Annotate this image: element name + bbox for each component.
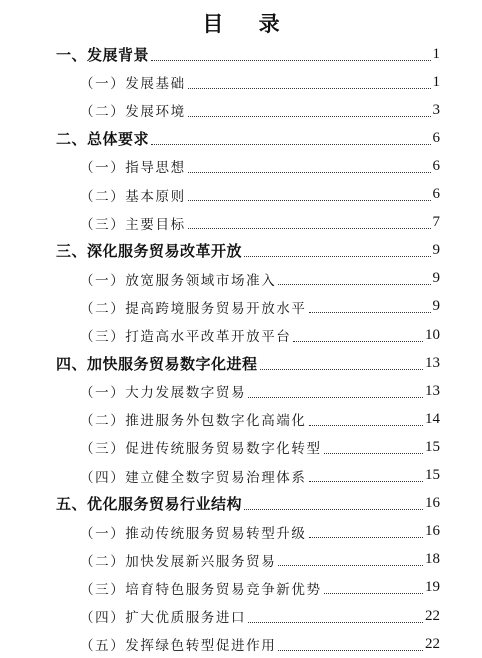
dot-leader: [309, 312, 431, 313]
dot-leader: [248, 622, 423, 623]
dot-leader: [188, 116, 431, 117]
toc-page-number: 15: [425, 438, 440, 455]
toc-entry-label: （四）建立健全数字贸易治理体系: [80, 469, 307, 486]
toc-section-entry[interactable]: [0, 68, 482, 96]
toc-entry-label: （三）主要目标: [80, 216, 186, 233]
toc-entry-label: （一）发展基础: [80, 76, 186, 93]
toc-entry-label: （一）大力发展数字贸易: [80, 385, 247, 402]
toc-entry-label: （二）推进服务外包数字化高端化: [80, 413, 307, 430]
toc-page-number: 13: [425, 382, 440, 399]
toc-section-entry[interactable]: [0, 405, 482, 433]
toc-chapter-entry[interactable]: [0, 490, 482, 518]
toc-entry-label: （三）打造高水平改革开放平台: [80, 329, 292, 345]
dot-leader: [278, 565, 423, 566]
toc-page-number: 14: [425, 410, 440, 427]
toc-page-number: 1: [432, 73, 440, 90]
toc-section-entry[interactable]: [0, 377, 482, 405]
toc-entry-label: 二、总体要求: [56, 129, 150, 148]
toc-chapter-entry[interactable]: [0, 40, 482, 68]
toc-entry-label: （五）发挥绿色转型促进作用: [80, 638, 277, 655]
dot-leader: [188, 172, 431, 173]
toc-section-entry[interactable]: [0, 321, 482, 349]
toc-page-number: 10: [425, 326, 440, 343]
dot-leader: [188, 200, 431, 201]
toc-section-entry[interactable]: [0, 181, 482, 209]
toc-page-number: 3: [432, 101, 440, 118]
toc-section-entry[interactable]: [0, 602, 482, 630]
toc-section-entry[interactable]: [0, 630, 482, 658]
dot-leader: [188, 228, 431, 229]
dot-leader: [309, 537, 424, 538]
dot-leader: [188, 88, 431, 89]
toc-page-number: 13: [425, 354, 440, 371]
toc-section-entry[interactable]: [0, 265, 482, 293]
toc-page-number: 22: [425, 635, 440, 652]
toc-entry-label: （三）促进传统服务贸易数字化转型: [80, 441, 322, 458]
dot-leader: [278, 650, 423, 651]
dot-leader: [324, 453, 423, 454]
toc-entry-label: （四）扩大优质服务进口: [80, 610, 247, 626]
toc-page-number: 16: [425, 523, 440, 540]
toc-page-number: 6: [432, 157, 440, 174]
dot-leader: [248, 397, 423, 398]
toc-entry-label: （三）培育特色服务贸易竞争新优势: [80, 581, 322, 598]
toc-entry-label: （二）加快发展新兴服务贸易: [80, 553, 277, 570]
toc-page-number: 7: [432, 214, 440, 231]
toc-page-number: 6: [432, 129, 440, 146]
dot-leader: [309, 425, 424, 426]
toc-page-number: 9: [432, 298, 440, 315]
toc-section-entry[interactable]: [0, 209, 482, 237]
toc-page-number: 6: [432, 186, 440, 202]
toc-page-number: 22: [425, 607, 440, 624]
dot-leader: [324, 593, 423, 594]
toc-page-number: 9: [432, 242, 440, 259]
toc-section-entry[interactable]: [0, 574, 482, 602]
toc-entry-label: 一、发展背景: [56, 45, 150, 64]
toc-page-number: 16: [425, 495, 440, 512]
toc-chapter-entry[interactable]: [0, 237, 482, 265]
toc-section-entry[interactable]: [0, 462, 482, 490]
toc-entry-label: （一）放宽服务领域市场准入: [80, 272, 277, 289]
dot-leader: [244, 509, 423, 510]
toc-entry-label: 四、加快服务贸易数字化进程: [56, 354, 258, 373]
toc-section-entry[interactable]: [0, 152, 482, 180]
toc-title: 目 录: [202, 12, 294, 36]
dot-leader: [278, 284, 430, 285]
toc-section-entry[interactable]: [0, 433, 482, 461]
toc-entry-label: （一）推动传统服务贸易转型升级: [80, 525, 307, 542]
toc-section-entry[interactable]: [0, 518, 482, 546]
toc-section-entry[interactable]: [0, 546, 482, 574]
toc-page-number: 15: [425, 467, 440, 483]
toc-section-entry[interactable]: [0, 293, 482, 321]
toc-chapter-entry[interactable]: [0, 349, 482, 377]
dot-leader: [244, 256, 430, 257]
toc-entry-label: （二）发展环境: [80, 104, 186, 121]
toc-page-number: 1: [432, 45, 440, 62]
toc-entry-label: （二）提高跨境服务贸易开放水平: [80, 300, 307, 317]
toc-page-number: 18: [425, 551, 440, 568]
dot-leader: [151, 60, 430, 61]
toc-entry-label: （二）基本原则: [80, 188, 186, 205]
toc-entry-label: （一）指导思想: [80, 160, 186, 177]
toc-page-number: 9: [432, 270, 440, 287]
dot-leader: [293, 341, 423, 342]
dot-leader: [309, 481, 424, 482]
toc-entry-label: 五、优化服务贸易行业结构: [56, 495, 243, 514]
toc-entry-label: 三、深化服务贸易改革开放: [56, 242, 243, 261]
toc-chapter-entry[interactable]: [0, 124, 482, 152]
dot-leader: [260, 369, 423, 370]
toc-page-number: 19: [425, 579, 440, 596]
dot-leader: [151, 144, 430, 145]
toc-section-entry[interactable]: [0, 96, 482, 124]
